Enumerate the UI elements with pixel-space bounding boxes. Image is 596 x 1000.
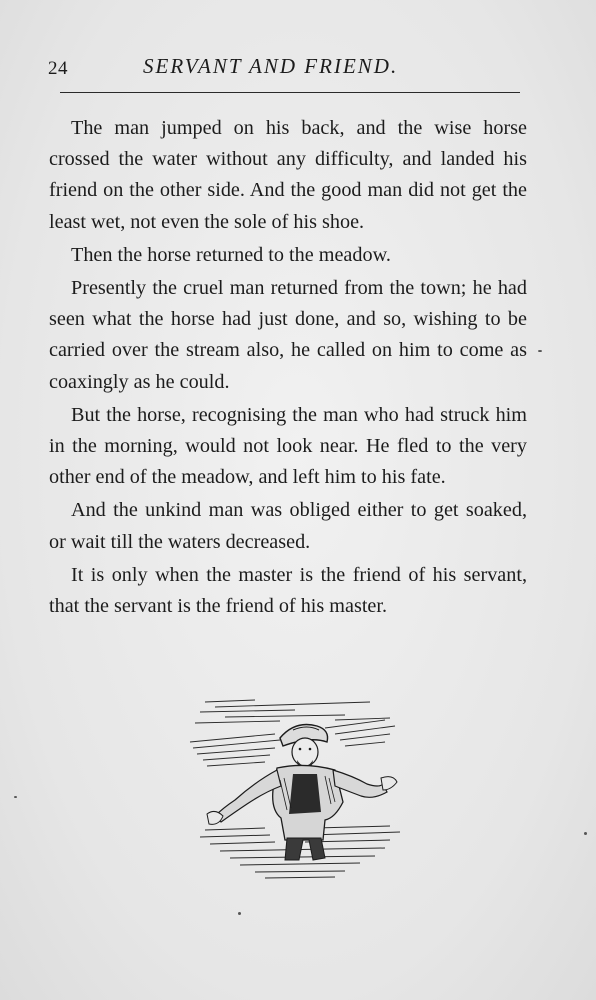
paper-speck <box>238 912 241 915</box>
paragraph-1: The man jumped on his back, and the wise horse crossed the water without any difficulty, and landed his friend on the other side. And the good man did not get the least wet, not even the sole of his shoe. <box>49 117 527 233</box>
wading-man-illustration <box>185 690 410 885</box>
body-text <box>49 113 527 624</box>
paragraph-3: Presently the cruel man returned from the town; he had seen what the horse had just done, and so, wishing to be carried over the stream also, he called on him to come as coaxingly as he could. <box>49 277 527 393</box>
paragraph-2: Then the horse returned to the meadow. <box>71 243 391 266</box>
paragraph-5: And the unkind man was obliged either to get soaked, or wait till the waters decreased. <box>49 499 527 553</box>
running-head <box>48 54 523 84</box>
running-title: SERVANT AND FRIEND. <box>143 54 399 78</box>
left-arm <box>215 770 281 822</box>
face <box>292 738 318 766</box>
paragraph-6: It is only when the master is the friend of his servant, that the servant is the friend of his master. <box>49 563 527 618</box>
paper-speck <box>14 796 17 798</box>
paragraph-4: But the horse, recognising the man who had struck him in the morning, would not look near. He fled to the very other end of the meadow, and left him to his fate. <box>49 403 527 489</box>
page-number: 24 <box>48 58 68 79</box>
paper-speck <box>584 832 587 835</box>
header-rule <box>60 92 520 93</box>
paper-speck <box>538 350 542 352</box>
